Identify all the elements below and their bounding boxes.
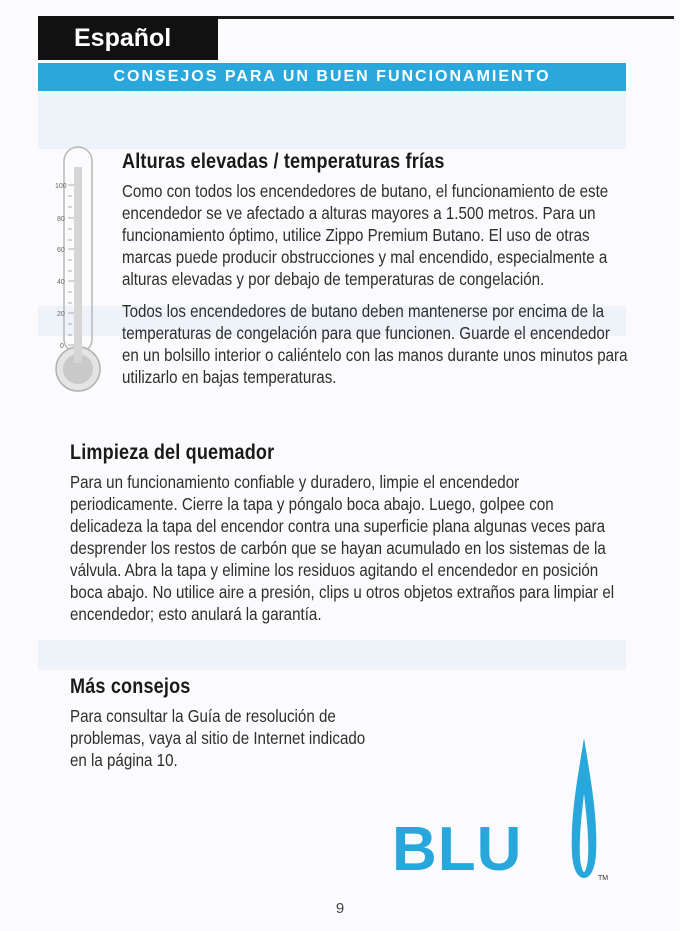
section-altitude	[122, 150, 632, 398]
trademark-mark: TM	[598, 875, 609, 882]
thermo-label: 100	[55, 183, 67, 190]
thermo-label: 40	[57, 279, 65, 286]
blu-logo	[392, 736, 622, 886]
page-number: 9	[335, 900, 345, 917]
thermo-label: 60	[57, 247, 65, 254]
section-title: Limpieza del quemador	[70, 441, 275, 464]
language-tab: Español	[38, 16, 218, 60]
section-paragraph: Para consultar la Guía de resolución de problemas, vaya al sitio de Internet indicado en la página 10.	[70, 706, 366, 770]
thermo-label: 80	[57, 216, 65, 223]
logo-text: BLU	[392, 815, 523, 884]
thermo-label: 20	[57, 311, 65, 318]
section-paragraph: Para un funcionamiento confiable y duradero, limpie el encendedor periodicamente. Cierre la tapa y póngalo boca abajo. Luego, golpee con delicadeza la tapa del encendor contra una superficie plana algunas veces para desprender los restos de carbón que se hayan acumulado en los sistemas de la válvula. Abra la tapa y elimine los residuos agitando el encendedor en posición boca abajo. No utilice aire a presión, clips u otros objetos extraños para limpiar el encendedor; esto anulará la garantía.	[70, 472, 615, 624]
thermometer-icon	[52, 145, 104, 395]
section-title: Alturas elevadas / temperaturas frías	[122, 150, 445, 173]
section-more-tips	[70, 675, 370, 781]
section-paragraph: Como con todos los encendedores de butano, el funcionamiento de este encendedor se ve afectado a alturas mayores a 1.500 metros. Para un funcionamiento óptimo, utilice Zippo Premium Butano. El uso de otras marcas puede producir obstrucciones y mal encendido, especialmente a alturas elevadas y por debajo de temperaturas de congelación.	[122, 181, 609, 289]
thermo-label: 0	[60, 343, 64, 350]
section-title: Más consejos	[70, 675, 191, 698]
background-band	[38, 640, 626, 670]
header-rule	[218, 16, 674, 19]
section-paragraph: Todos los encendedores de butano deben mantenerse por encima de la temperaturas de congelación para que funcionen. Guarde el encendedor en un bolsillo interior o caliéntelo con las manos durante unos minutos para utilizarlo en bajas temperaturas.	[122, 301, 628, 387]
background-band	[38, 91, 626, 149]
section-banner: CONSEJOS PARA UN BUEN FUNCIONAMIENTO	[38, 63, 626, 91]
section-cleaning	[70, 441, 630, 635]
